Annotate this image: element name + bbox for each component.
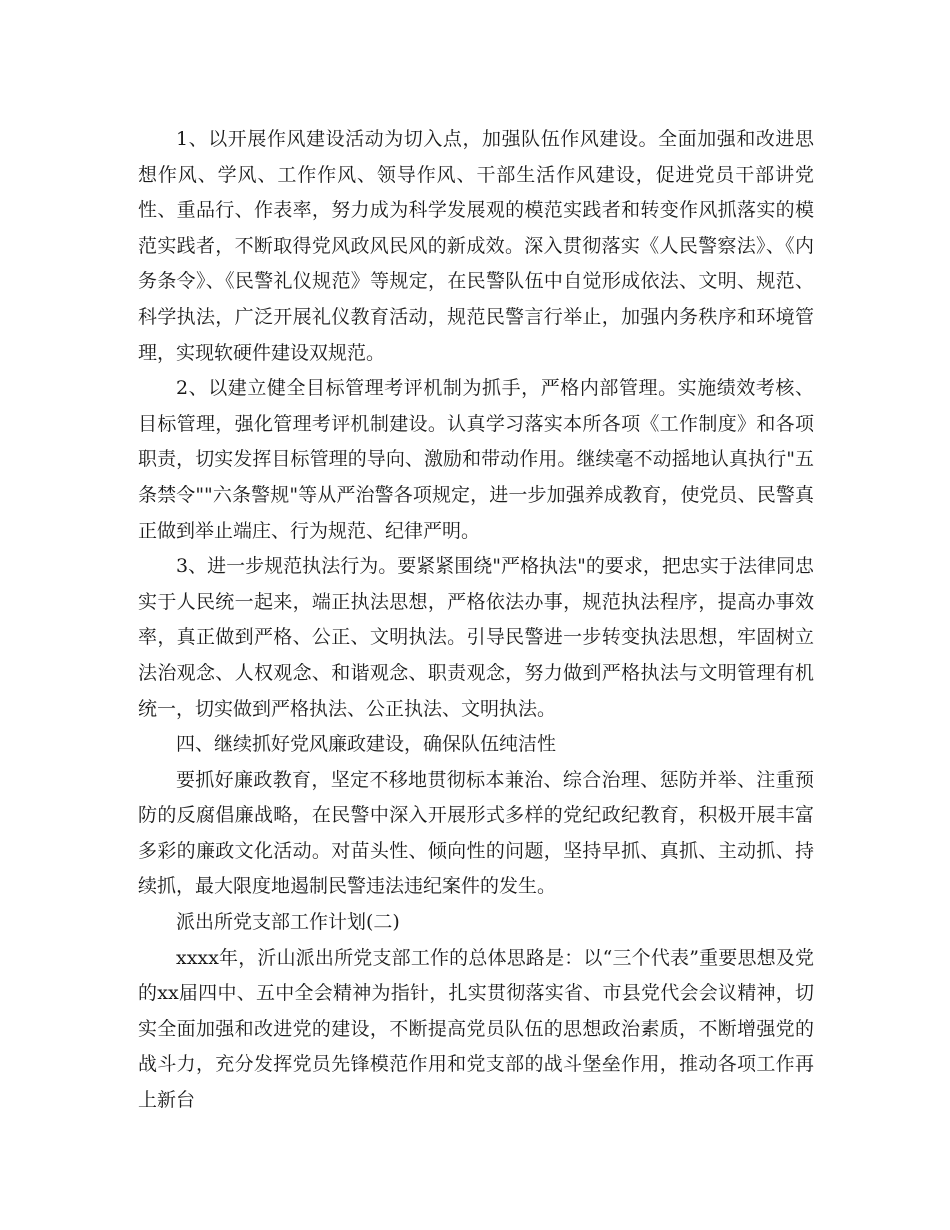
paragraph-work-style: 1、以开展作风建设活动为切入点，加强队伍作风建设。全面加强和改进思想作风、学风、工作作风、领导作风、干部生活作风建设，促进党员干部讲党性、重品行、作表率，努力成为科学发展观的模范实践者和转变作风抓落实的模范实践者，不断取得党风政风民风的新成效。深入贯彻落实《人民警察法》、《内务条令》、《民警礼仪规范》等规定，在民警队伍中自觉形成依法、文明、规范、科学执法，广泛开展礼仪教育活动，规范民警言行举止，加强内务秩序和环境管理，实现软硬件建设双规范。 [138, 128, 814, 364]
paragraph-integrity-education: 要抓好廉政教育，坚定不移地贯彻标本兼治、综合治理、惩防并举、注重预防的反腐倡廉战略，在民警中深入开展形式多样的党纪政纪教育，积极开展丰富多彩的廉政文化活动。对苗头性、倾向性的问题，坚持早抓、真抓、主动抓、持续抓，最大限度地遏制民警违法违纪案件的发生。 [138, 768, 814, 898]
document-subtitle: 派出所党支部工作计划(二) [176, 911, 400, 934]
section-heading-integrity: 四、继续抓好党风廉政建设，确保队伍纯洁性 [176, 733, 557, 756]
document-body [138, 122, 814, 1119]
paragraph-law-enforcement: 3、进一步规范执法行为。要紧紧围绕"严格执法"的要求，把忠实于法律同忠实于人民统一起来，端正执法思想，严格依法办事，规范执法程序，提高办事效率，真正做到严格、公正、文明执法。引导民警进一步转变执法思想，牢固树立法治观念、人权观念、和谐观念、职责观念，努力做到严格执法与文明管理有机统一，切实做到严格执法、公正执法、文明执法。 [138, 555, 814, 720]
paragraph-overall-approach: xxxx年，沂山派出所党支部工作的总体思路是：以“三个代表”重要思想及党的xx届四中、五中全会精神为指针，扎实贯彻落实省、市县党代会会议精神，切实全面加强和改进党的建设，不断提高党员队伍的思想政治素质，不断增强党的战斗力，充分发挥党员先锋模范作用和党支部的战斗堡垒作用，推动各项工作再上新台 [138, 946, 814, 1112]
paragraph-target-management: 2、以建立健全目标管理考评机制为抓手，严格内部管理。实施绩效考核、目标管理，强化管理考评机制建设。认真学习落实本所各项《工作制度》和各项职责，切实发挥目标管理的导向、激励和带动作用。继续毫不动摇地认真执行"五条禁令""六条警规"等从严治警各项规定，进一步加强养成教育，使党员、民警真正做到举止端庄、行为规范、纪律严明。 [138, 377, 814, 542]
